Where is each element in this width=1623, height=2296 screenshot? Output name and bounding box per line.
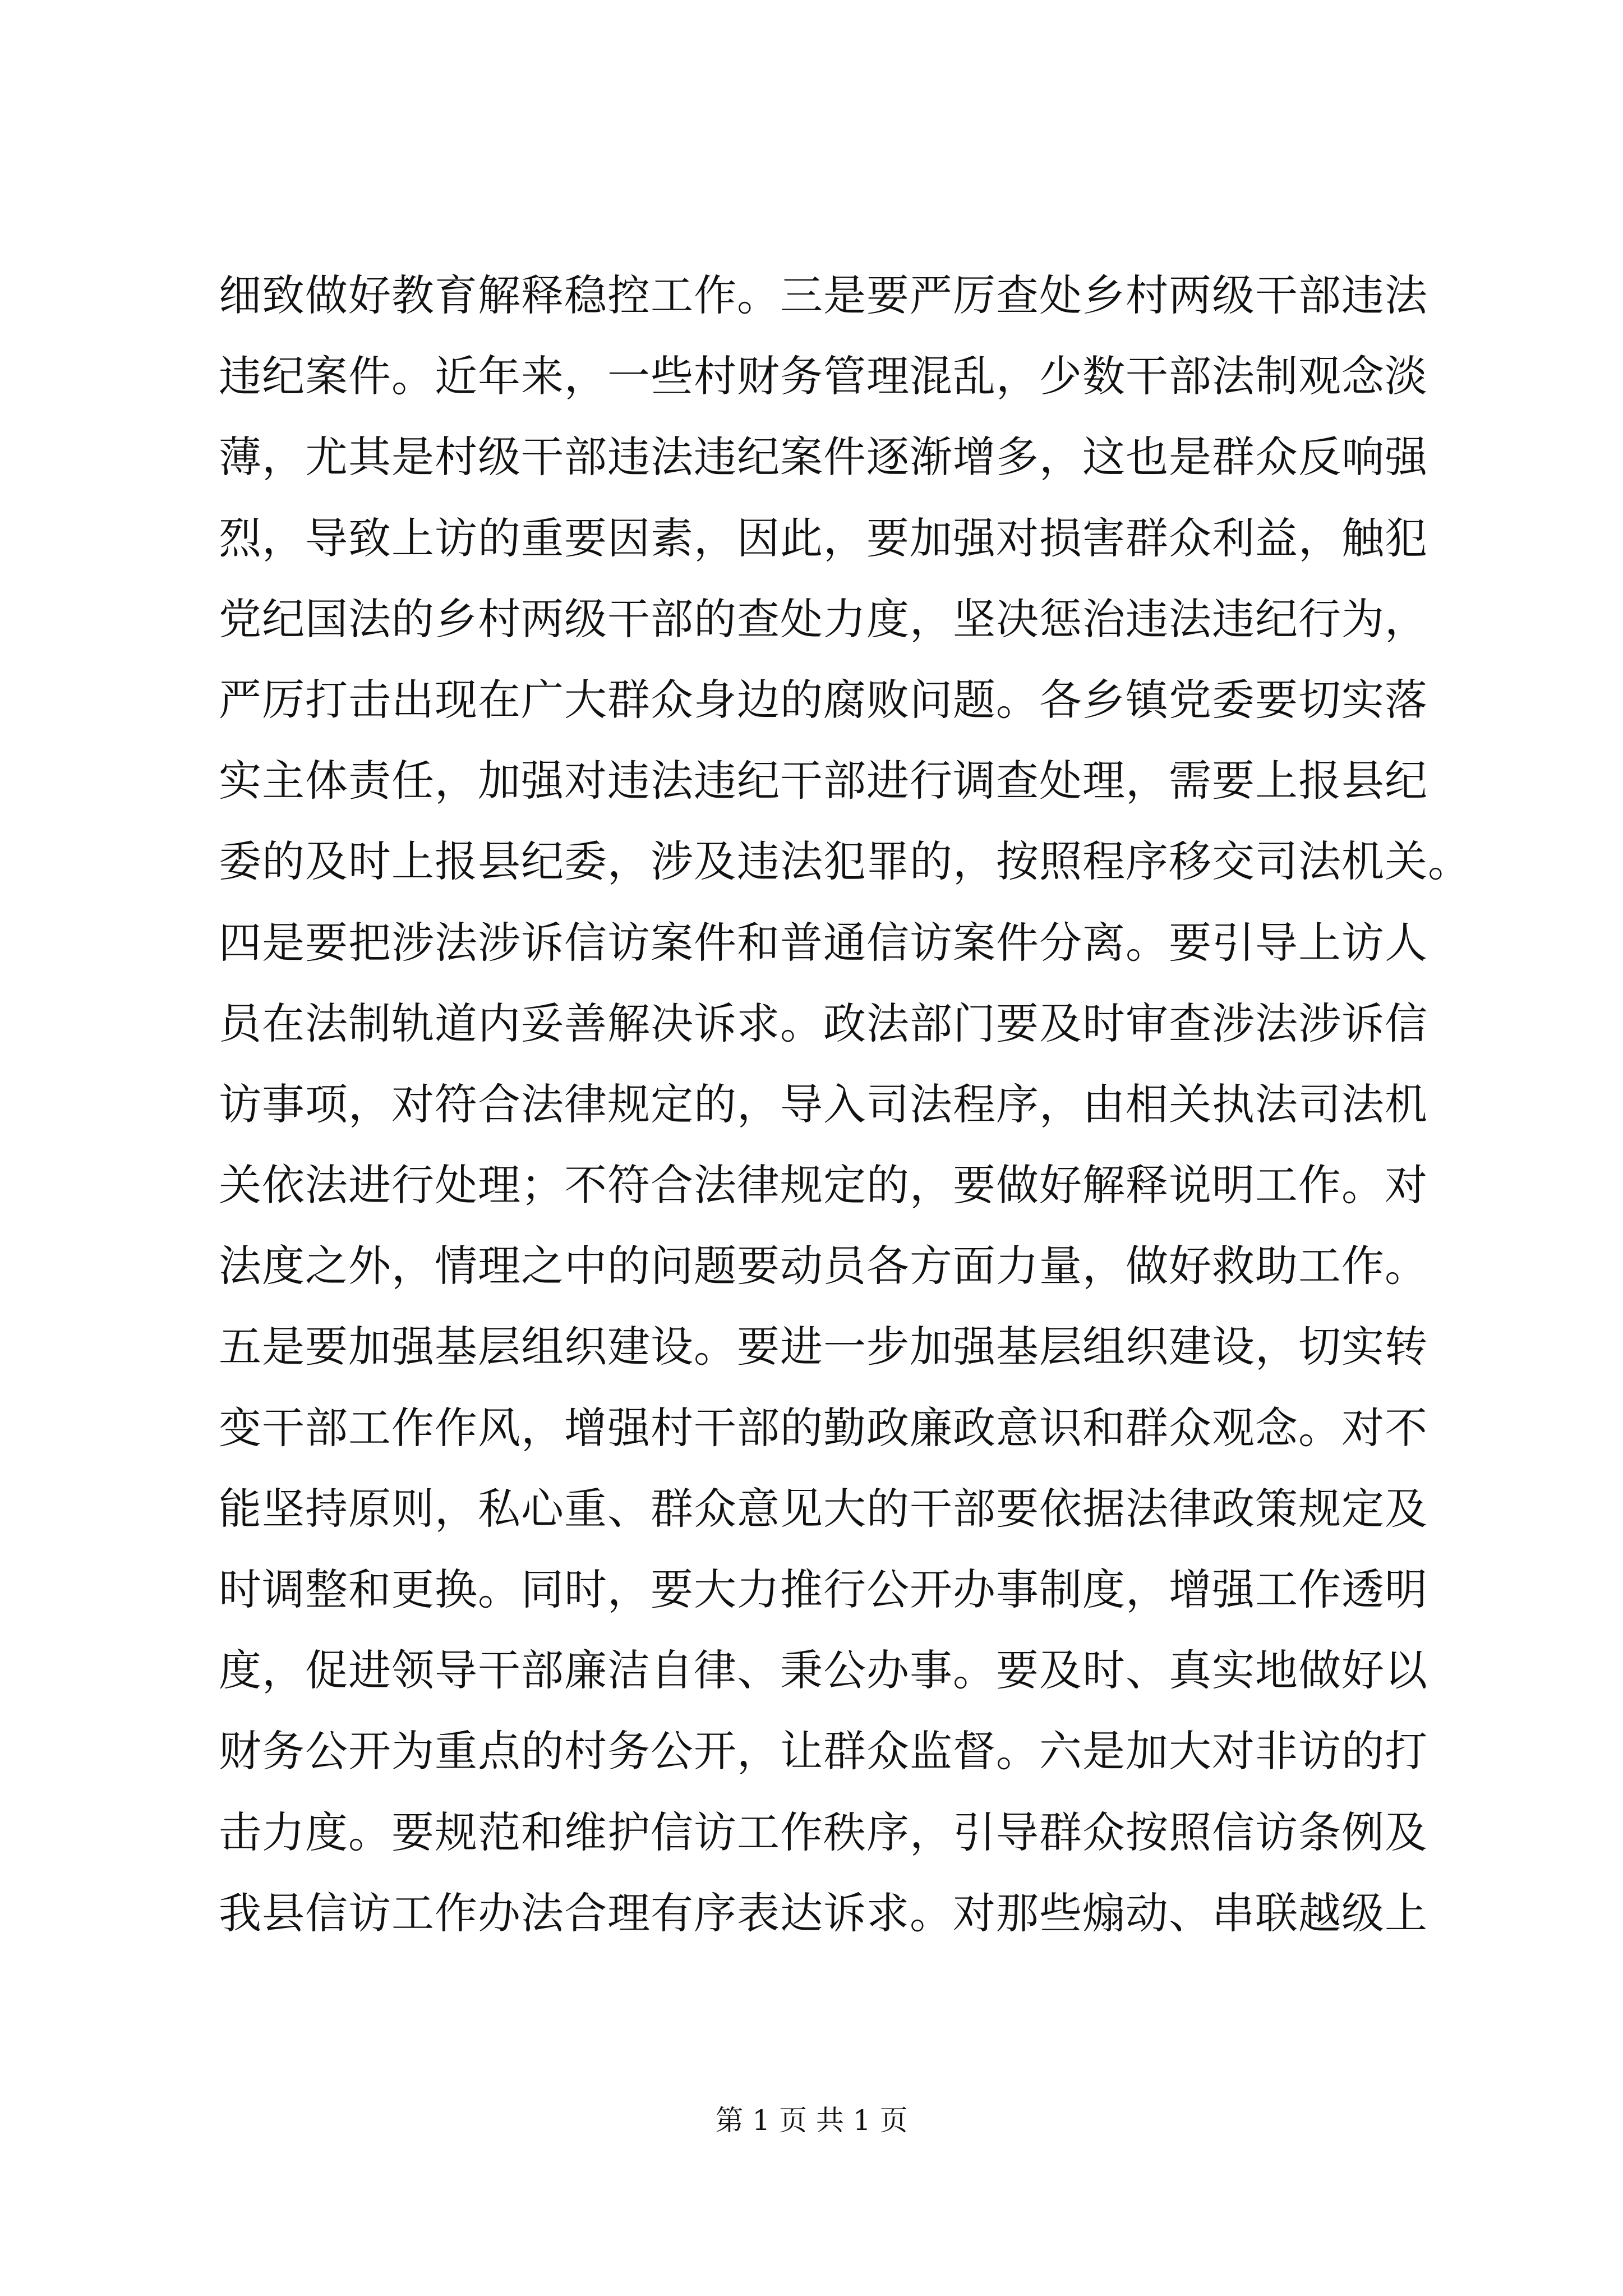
text-line-19: 财务公开为重点的村务公开，让群众监督。六是加大对非访的打 [219,1726,1428,1777]
text-line-9: 四是要把涉法涉诉信访案件和普通信访案件分离。要引导上访人 [219,917,1428,968]
text-line-15: 变干部工作作风，增强村干部的勤政廉政意识和群众观念。对不 [219,1402,1428,1453]
text-line-21: 我县信访工作办法合理有序表达诉求。对那些煽动、串联越级上 [219,1888,1428,1938]
text-line-1: 细致做好教育解释稳控工作。三是要严厉查处乡村两级干部违法 [219,270,1428,320]
text-line-6: 严厉打击出现在广大群众身边的腐败问题。各乡镇党委要切实落 [219,674,1428,725]
text-line-2: 违纪案件。近年来，一些村财务管理混乱，少数干部法制观念淡 [219,351,1428,402]
text-line-11: 访事项，对符合法律规定的，导入司法程序，由相关执法司法机 [219,1079,1428,1129]
text-line-10: 员在法制轨道内妥善解决诉求。政法部门要及时审查涉法涉诉信 [219,998,1428,1048]
text-line-14: 五是要加强基层组织建设。要进一步加强基层组织建设，切实转 [219,1322,1428,1372]
page-number-footer: 第 1 页 共 1 页 [715,2104,908,2137]
text-line-13: 法度之外，情理之中的问题要动员各方面力量，做好救助工作。 [219,1241,1428,1291]
text-line-3: 薄，尤其是村级干部违法违纪案件逐渐增多，这也是群众反响强 [219,432,1428,482]
text-line-20: 击力度。要规范和维护信访工作秩序，引导群众按照信访条例及 [219,1807,1428,1857]
text-line-5: 党纪国法的乡村两级干部的查处力度，坚决惩治违法违纪行为， [219,593,1428,644]
text-line-16: 能坚持原则，私心重、群众意见大的干部要依据法律政策规定及 [219,1483,1428,1534]
text-line-7: 实主体责任，加强对违法违纪干部进行调查处理，需要上报县纪 [219,756,1428,806]
text-line-4: 烈，导致上访的重要因素，因此，要加强对损害群众利益，触犯 [219,513,1428,563]
text-line-8: 委的及时上报县纪委，涉及违法犯罪的，按照程序移交司法机关。 [219,836,1471,887]
text-line-17: 时调整和更换。同时，要大力推行公开办事制度，增强工作透明 [219,1565,1428,1614]
body-paragraph [219,255,1471,1954]
text-line-12: 关依法进行处理；不符合法律规定的，要做好解释说明工作。对 [219,1160,1428,1211]
text-line-18: 度，促进领导干部廉洁自律、秉公办事。要及时、真实地做好以 [219,1645,1428,1696]
